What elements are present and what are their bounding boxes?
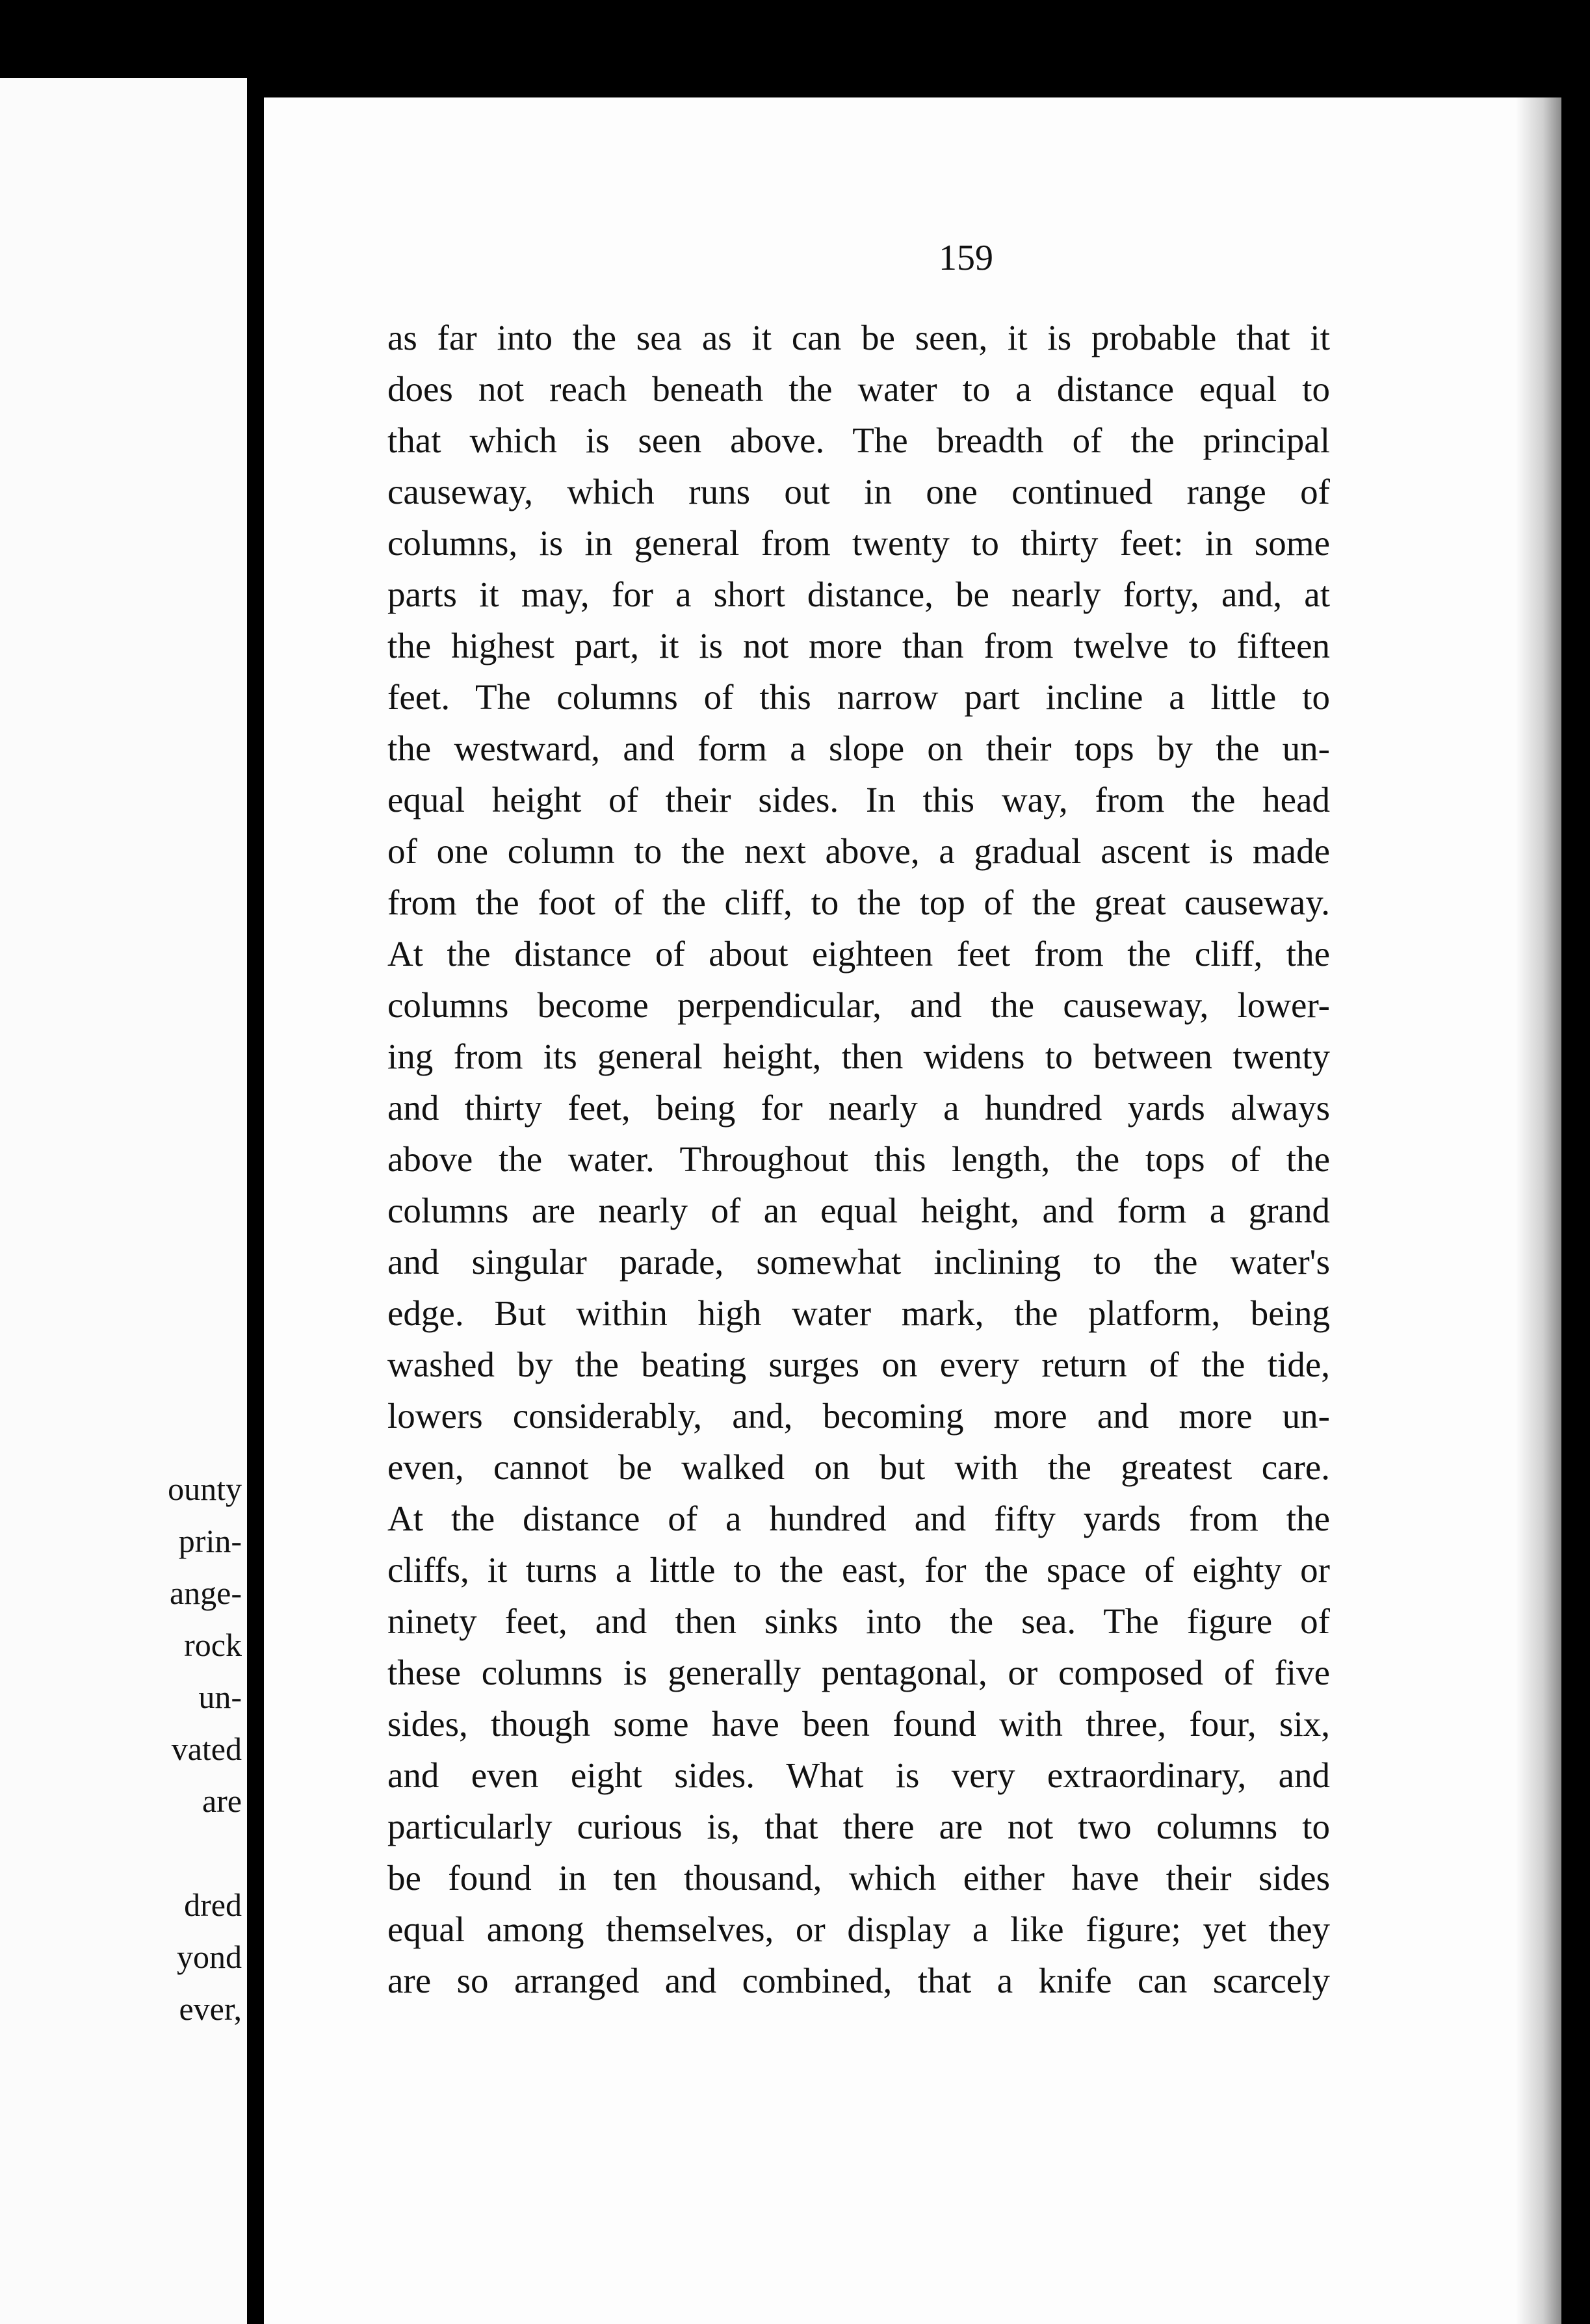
text-line: are so arranged and combined, that a knife can scarcely: [387, 1961, 1330, 2000]
text-line: causeway, which runs out in one continued range of: [387, 472, 1330, 511]
book-gutter: [247, 78, 264, 2324]
left-edge-text: yond: [177, 1939, 242, 1975]
text-line: does not reach beneath the water to a distance equal to: [387, 369, 1330, 409]
right-page: [264, 97, 1561, 2324]
text-line: cliffs, it turns a little to the east, for the space of eighty or: [387, 1550, 1330, 1590]
text-line: and singular parade, somewhat inclining to the water's: [387, 1242, 1330, 1282]
page-edge-shade: [1516, 97, 1561, 2324]
text-line: as far into the sea as it can be seen, it is probable that it: [387, 318, 1330, 357]
left-page-fragment: [0, 78, 247, 2324]
text-line: be found in ten thousand, which either have their sides: [387, 1858, 1330, 1898]
text-line: that which is seen above. The breadth of the principal: [387, 420, 1330, 460]
text-line: above the water. Throughout this length, the tops of the: [387, 1139, 1330, 1179]
left-edge-text: are: [202, 1783, 242, 1819]
text-line: ninety feet, and then sinks into the sea. The figure of: [387, 1601, 1330, 1641]
left-edge-text: un-: [198, 1679, 242, 1715]
text-line: of one column to the next above, a gradual ascent is made: [387, 831, 1330, 871]
left-edge-text: ounty: [168, 1471, 242, 1507]
text-line: even, cannot be walked on but with the greatest care.: [387, 1447, 1330, 1487]
left-edge-text: dred: [184, 1887, 242, 1923]
text-line: At the distance of about eighteen feet from the cliff, the: [387, 934, 1330, 974]
text-line: the westward, and form a slope on their tops by the un-: [387, 729, 1330, 768]
text-line: from the foot of the cliff, to the top of the great causeway.: [387, 883, 1330, 922]
text-line: particularly curious is, that there are not two columns to: [387, 1807, 1330, 1846]
text-line: ing from its general height, then widens to between twenty: [387, 1037, 1330, 1076]
left-edge-text: vated: [171, 1731, 242, 1767]
text-line: washed by the beating surges on every return of the tide,: [387, 1345, 1330, 1384]
left-edge-text: prin-: [178, 1523, 242, 1559]
text-line: columns, is in general from twenty to thirty feet: in some: [387, 523, 1330, 563]
text-line: equal among themselves, or display a like figure; yet they: [387, 1909, 1330, 1949]
left-edge-text: ever,: [179, 1991, 242, 2027]
page-number: 159: [939, 238, 993, 278]
text-line: feet. The columns of this narrow part incline a little to: [387, 677, 1330, 717]
text-line: At the distance of a hundred and fifty yards from the: [387, 1499, 1330, 1538]
text-line: and even eight sides. What is very extraordinary, and: [387, 1755, 1330, 1795]
text-line: these columns is generally pentagonal, or composed of five: [387, 1653, 1330, 1692]
text-line: columns are nearly of an equal height, and form a grand: [387, 1191, 1330, 1230]
body-text: [387, 312, 1330, 2006]
text-line: sides, though some have been found with three, four, six,: [387, 1704, 1330, 1744]
text-line: and thirty feet, being for nearly a hundred yards always: [387, 1088, 1330, 1128]
text-line: parts it may, for a short distance, be nearly forty, and, at: [387, 575, 1330, 614]
left-edge-text: ange-: [169, 1575, 242, 1611]
text-line: columns become perpendicular, and the causeway, lower-: [387, 985, 1330, 1025]
text-line: the highest part, it is not more than from twelve to fifteen: [387, 626, 1330, 665]
text-line: lowers considerably, and, becoming more and more un-: [387, 1396, 1330, 1436]
text-line: edge. But within high water mark, the platform, being: [387, 1293, 1330, 1333]
text-line: equal height of their sides. In this way, from the head: [387, 780, 1330, 820]
left-edge-text: rock: [184, 1627, 242, 1663]
